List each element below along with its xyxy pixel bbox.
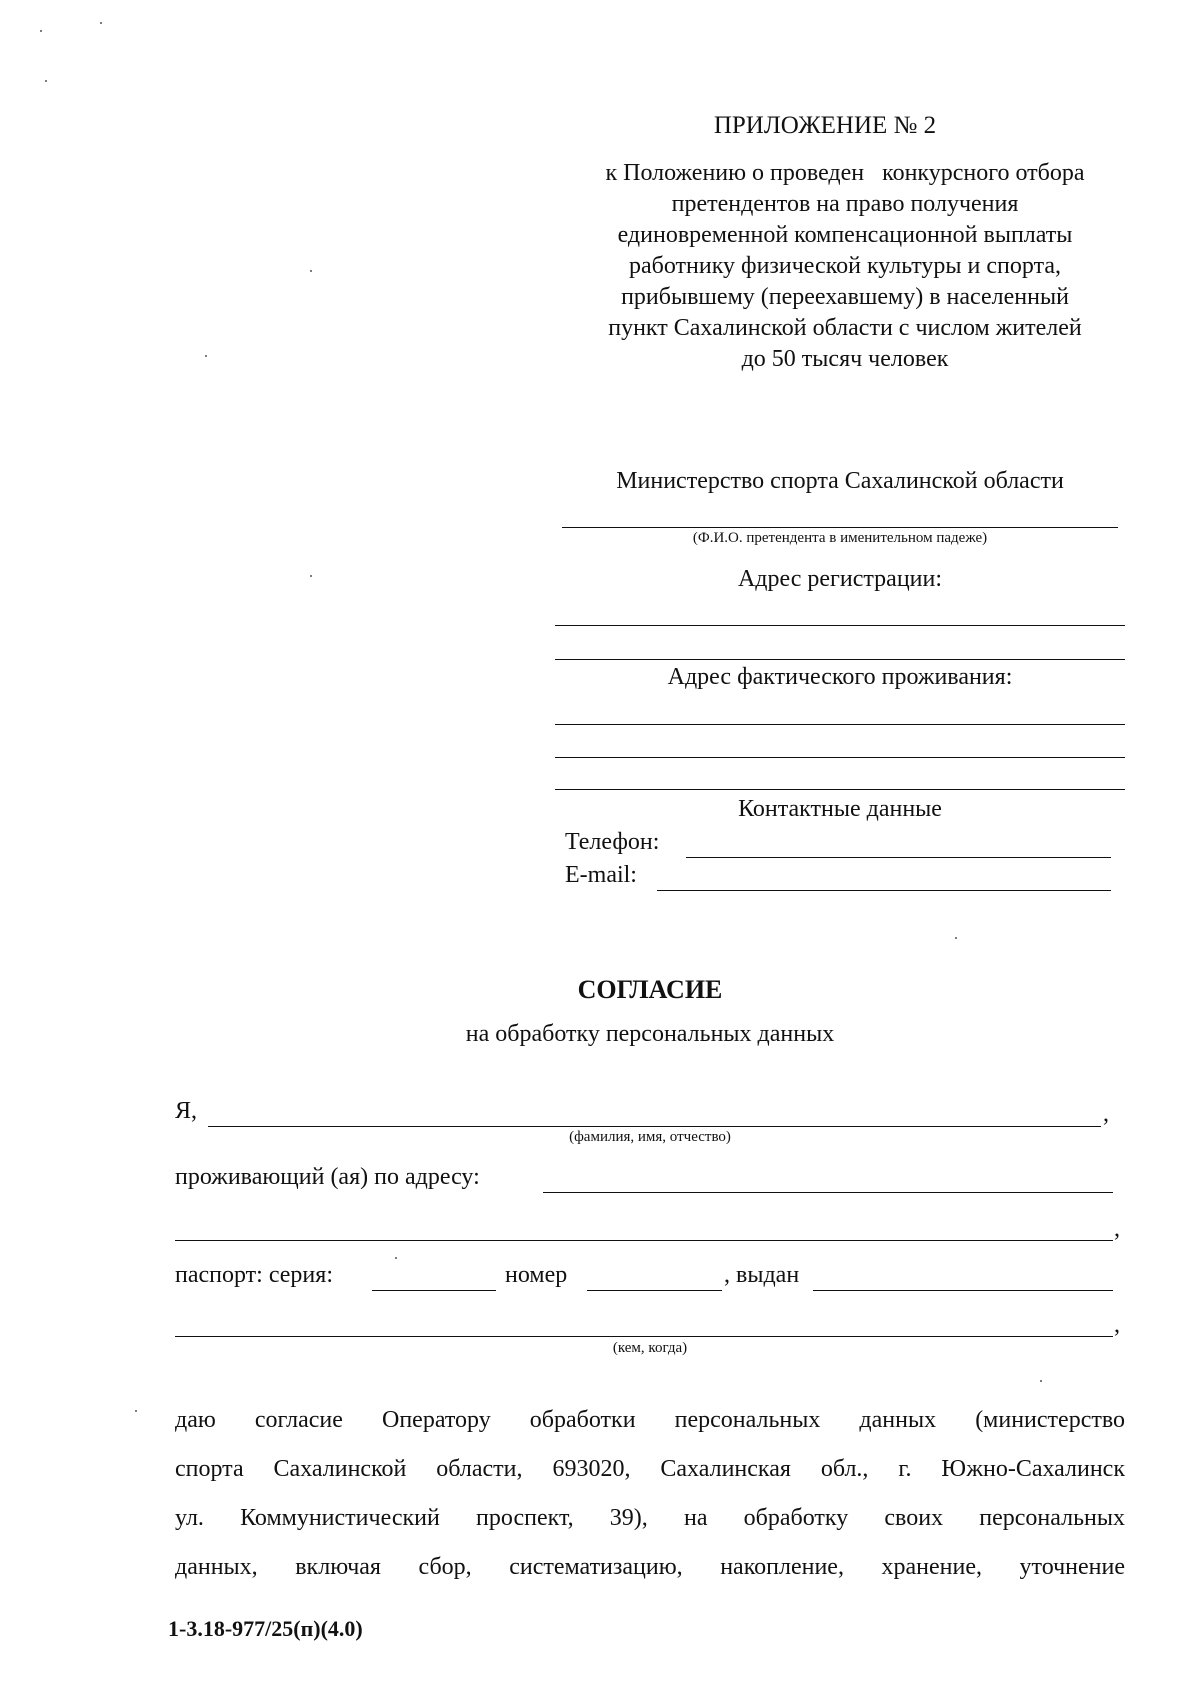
scan-speck — [40, 30, 42, 32]
appendix-line: прибывшему (переехавшему) в населенный — [621, 284, 1069, 310]
passport-issued-label: , выдан — [724, 1262, 800, 1288]
passport-number-field[interactable] — [587, 1290, 722, 1291]
scan-speck — [395, 1257, 397, 1259]
scan-speck — [1040, 1380, 1042, 1382]
consent-fio-line[interactable] — [208, 1126, 1101, 1127]
passport-series-label: паспорт: серия: — [175, 1262, 333, 1288]
email-label: E-mail: — [565, 862, 637, 888]
contacts-label: Контактные данные — [738, 796, 942, 822]
scan-speck — [310, 575, 312, 577]
appendix-title: ПРИЛОЖЕНИЕ № 2 — [713, 112, 937, 139]
registration-line-2[interactable] — [555, 659, 1125, 660]
document-code: 1-3.18-977/25(п)(4.0) — [168, 1616, 363, 1641]
phone-row — [565, 829, 659, 856]
registration-label: Адрес регистрации: — [737, 566, 943, 592]
registration-line-1[interactable] — [555, 625, 1125, 626]
scan-speck — [135, 1410, 137, 1412]
ministry-name: Министерство спорта Сахалинской области — [616, 468, 1064, 494]
scan-speck — [205, 355, 207, 357]
consent-body — [175, 1396, 1125, 1592]
passport-issued-field[interactable] — [813, 1290, 1113, 1291]
scan-speck — [955, 937, 957, 939]
residence-line-1[interactable] — [555, 724, 1125, 725]
residence-label: Адрес фактического проживания: — [667, 664, 1013, 690]
appendix-line: к Положению о проведен конкурсного отбора — [605, 160, 1085, 186]
consent-body-line: ул. Коммунистический проспект, 39), на обработку своих персональных — [175, 1505, 1125, 1531]
applicant-fio-line[interactable] — [562, 527, 1118, 528]
i-label: Я, — [175, 1098, 198, 1124]
appendix-line: единовременной компенсационной выплаты — [617, 222, 1073, 248]
consent-body-line: данных, включая сбор, систематизацию, накопление, хранение, уточнение — [175, 1554, 1125, 1580]
passport-issued-line-2[interactable] — [175, 1336, 1113, 1337]
scan-speck — [45, 80, 47, 82]
appendix-line: пункт Сахалинской области с числом жителей — [608, 315, 1082, 341]
address-label: проживающий (ая) по адресу: — [175, 1164, 480, 1190]
consent-fio-caption: (фамилия, имя, отчество) — [569, 1129, 731, 1145]
address-comma: , — [1114, 1216, 1120, 1242]
passport-number-label: номер — [505, 1262, 568, 1288]
consent-address-line-2[interactable] — [175, 1240, 1113, 1241]
consent-body-line: даю согласие Оператору обработки персональных данных (министерство — [175, 1407, 1125, 1433]
consent-body-line: спорта Сахалинской области, 693020, Сахалинская обл., г. Южно-Сахалинск — [175, 1456, 1125, 1482]
consent-subtitle: на обработку персональных данных — [465, 1021, 835, 1047]
phone-label: Телефон: — [565, 829, 660, 855]
email-field[interactable] — [657, 890, 1111, 891]
appendix-description — [545, 158, 1145, 375]
scan-speck — [100, 22, 102, 24]
residence-line-3[interactable] — [555, 789, 1125, 790]
scan-speck — [310, 270, 312, 272]
residence-line-2[interactable] — [555, 757, 1125, 758]
applicant-fio-caption: (Ф.И.О. претендента в именительном падеже) — [692, 530, 988, 546]
fio-comma: , — [1103, 1101, 1109, 1127]
appendix-line: претендентов на право получения — [671, 191, 1019, 217]
consent-title: СОГЛАСИЕ — [577, 975, 723, 1004]
passport-series-field[interactable] — [372, 1290, 496, 1291]
issued-comma: , — [1114, 1312, 1120, 1338]
email-row — [565, 862, 637, 889]
consent-address-line-1[interactable] — [543, 1192, 1113, 1193]
appendix-line: до 50 тысяч человек — [741, 346, 949, 372]
issued-caption: (кем, когда) — [612, 1340, 688, 1356]
appendix-line: работнику физической культуры и спорта, — [628, 253, 1062, 279]
phone-field[interactable] — [686, 857, 1111, 858]
